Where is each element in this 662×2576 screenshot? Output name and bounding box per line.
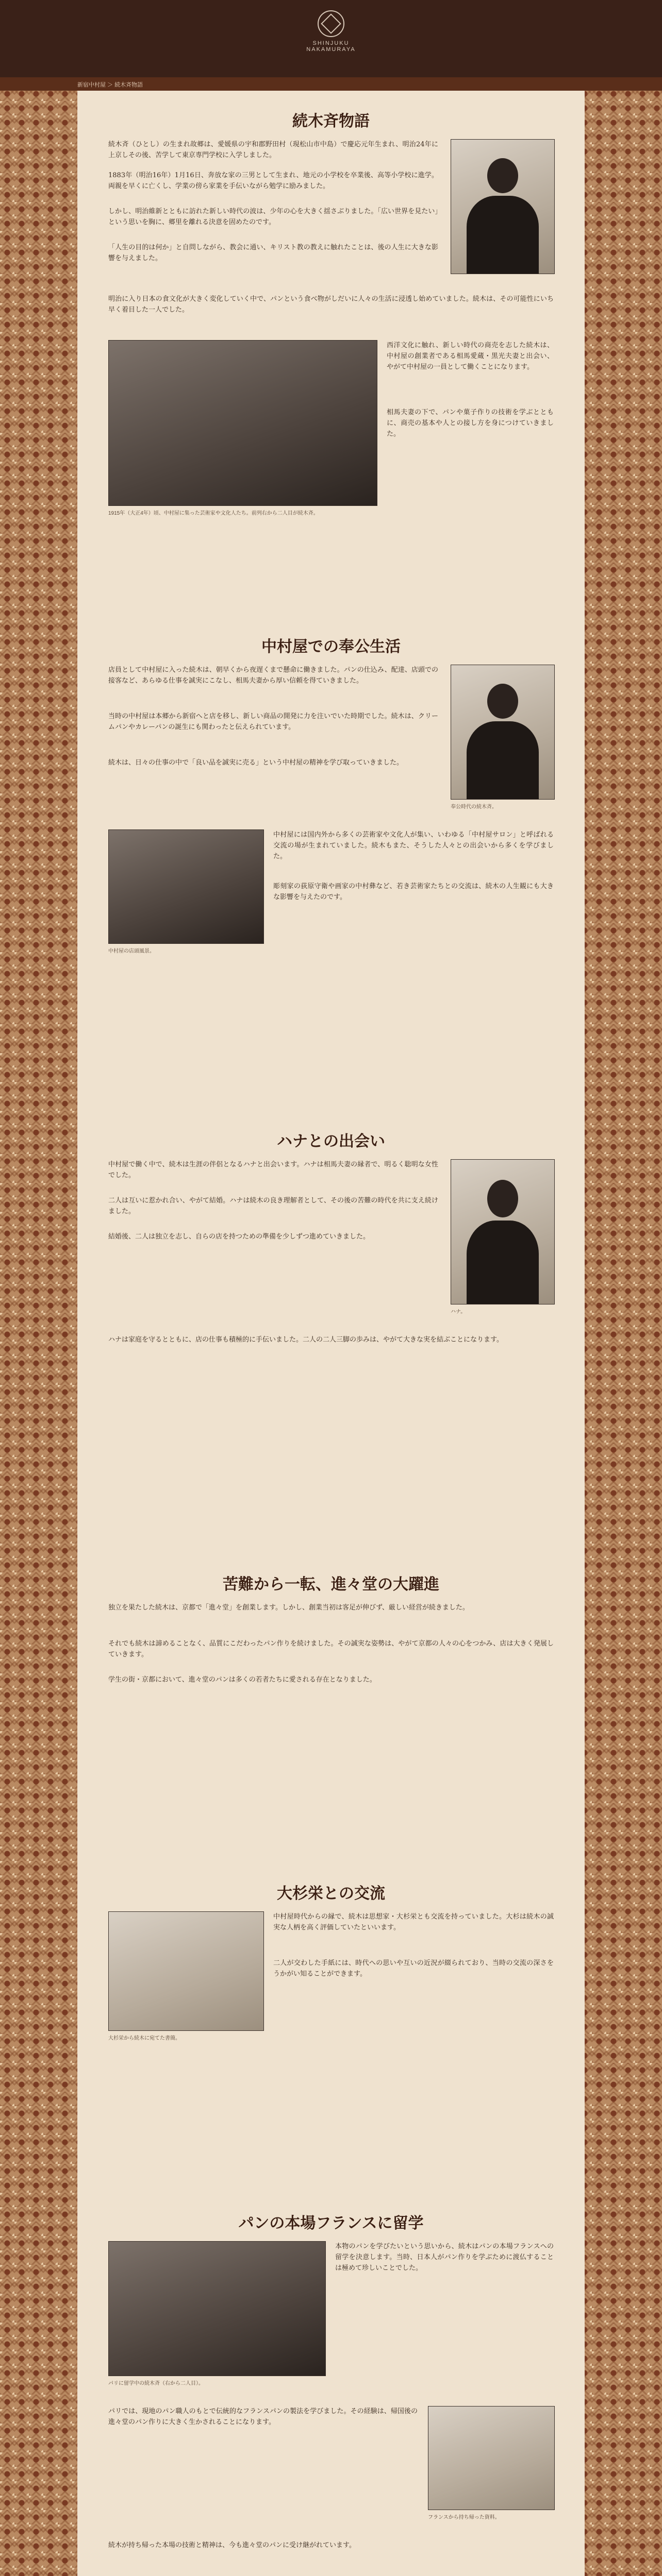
section-title: ハナとの出会い [277, 1132, 385, 1150]
portrait-photo [451, 665, 555, 800]
photo-caption: ハナ。 [451, 1309, 466, 1315]
logo-emblem-icon [318, 10, 344, 37]
group-photo [108, 340, 377, 506]
portrait-photo [451, 1159, 555, 1304]
section-tsuzuki-story [108, 108, 554, 613]
breadcrumb-bar [0, 77, 662, 91]
paragraph: 当時の中村屋は本郷から新宿へと店を移し、新しい商品の開発に力を注いでいた時期でした。続木は、クリームパンやカレーパンの誕生にも関わったと伝えられています。 [108, 713, 438, 731]
paragraph: 続木が持ち帰った本場の技術と精神は、今も進々堂のパンに受け継がれています。 [108, 2541, 356, 2549]
portrait-photo [451, 139, 555, 274]
section-title: 中村屋での奉公生活 [261, 638, 401, 656]
paragraph: 彫刻家の荻原守衛や画家の中村彝など、若き芸術家たちとの交流は、続木の人生観にも大きな影響を与えたのです。 [273, 883, 554, 901]
section-shinshindo-growth [108, 1571, 554, 1860]
paragraph: 学生の街・京都において、進々堂のパンは多くの若者たちに愛される存在となりました。 [108, 1676, 376, 1684]
section-title: 苦難から一転、進々堂の大躍進 [223, 1575, 439, 1594]
site-logo[interactable] [305, 10, 357, 62]
paragraph: 明治に入り日本の食文化が大きく変化していく中で、パンという食べ物がしだいに人々の生活に浸透し始めていました。続木は、その可能性にいち早く着目した一人でした。 [108, 295, 554, 314]
paragraph: それでも続木は諦めることなく、品質にこだわったパン作りを続けました。その誠実な姿勢は、やがて京都の人々の心をつかみ、店は大きく発展していきます。 [108, 1640, 554, 1658]
section-title: パンの本場フランスに留学 [238, 2214, 424, 2232]
paris-group-photo [108, 2241, 326, 2376]
section-france-study [108, 2210, 554, 2576]
paragraph: 独立を果たした続木は、京都で「進々堂」を創業します。しかし、創業当初は客足が伸びず、厳しい経営が続きました。 [108, 1604, 469, 1612]
section-title: 大杉栄との交流 [277, 1885, 385, 1903]
section-apprenticeship [108, 634, 554, 1108]
shop-photo [108, 829, 264, 944]
photo-caption: 1915年（大正4年）頃、中村屋に集った芸術家や文化人たち。前列右から二人目が続木斉。 [108, 511, 319, 516]
paragraph: 1883年（明治16年）1月16日、奔放な家の三男として生まれ、地元の小学校を卒業後、高等小学校に進学。両親を早くに亡くし、学業の傍ら家業を手伝いながら勉学に励みました。 [108, 172, 438, 190]
paragraph: 続木は、日々の仕事の中で「良い品を誠実に売る」という中村屋の精神を学び取っていきました。 [108, 759, 404, 767]
paragraph: 店員として中村屋に入った続木は、朝早くから夜遅くまで懸命に働きました。パンの仕込み、配達、店頭での接客など、あらゆる仕事を誠実にこなし、相馬夫妻から厚い信頼を得ていきました。 [108, 666, 438, 685]
paragraph: ハナは家庭を守るとともに、店の仕事も積極的に手伝いました。二人の二人三脚の歩みは、やがて大きな実を結ぶことになります。 [108, 1336, 503, 1344]
paragraph: 西洋文化に触れ、新しい時代の商売を志した続木は、中村屋の創業者である相馬愛蔵・黒光夫妻と出会い、やがて中村屋の一員として働くことになります。 [387, 342, 554, 371]
paragraph: 中村屋時代からの縁で、続木は思想家・大杉栄とも交流を持っていました。大杉は続木の誠実な人柄を高く評価していたといいます。 [273, 1913, 554, 1931]
section-osugi [108, 1880, 554, 2190]
paragraph: パリでは、現地のパン職人のもとで伝統的なフランスパンの製法を学びました。その経験は、帰国後の進々堂のパン作りに大きく生かされることになります。 [108, 2408, 418, 2426]
photo-caption: パリに留学中の続木斉（右から二人目）。 [108, 2381, 204, 2386]
photo-caption: フランスから持ち帰った資料。 [428, 2515, 500, 2520]
paragraph: 続木斉（ひとし）の生まれ故郷は、愛媛県の宇和郡野田村（現松山市中島）で慶応元年生まれ、明治24年に上京しその後、苦学して東京専門学校に入学しました。 [108, 141, 438, 159]
paragraph: 中村屋には国内外から多くの芸術家や文化人が集い、いわゆる「中村屋サロン」と呼ばれる交流の場が生まれていました。続木もまた、そうした人々との出会いから多くを学びました。 [273, 831, 554, 860]
paragraph: 「人生の目的は何か」と自問しながら、教会に通い、キリスト教の教えに触れたことは、後の人生に大きな影響を与えました。 [108, 244, 438, 262]
logo-text: SHINJUKU NAKAMURAYA [306, 40, 356, 53]
paragraph: 本物のパンを学びたいという思いから、続木はパンの本場フランスへの留学を決意します。当時、日本人がパン作りを学ぶために渡仏することは極めて珍しいことでした。 [335, 2243, 554, 2272]
site-header [0, 0, 662, 77]
photo-caption: 大杉栄から続木に宛てた書簡。 [108, 2036, 180, 2041]
paragraph: 相馬夫妻の下で、パンや菓子作りの技術を学ぶとともに、商売の基本や人との接し方を身につけていきました。 [387, 409, 554, 438]
paragraph: しかし、明治維新とともに訪れた新しい時代の波は、少年の心を大きく揺さぶりました。「広い世界を見たい」という思いを胸に、郷里を離れる決意を固めたのです。 [108, 208, 438, 226]
paragraph: 中村屋で働く中で、続木は生涯の伴侶となるハナと出会います。ハナは相馬夫妻の縁者で、明るく聡明な女性でした。 [108, 1161, 438, 1179]
section-meeting-hana [108, 1128, 554, 1551]
document-photo [428, 2406, 555, 2510]
section-title: 続木斉物語 [292, 112, 370, 130]
breadcrumb[interactable]: 新宿中村屋 ＞ 続木斉物語 [77, 82, 143, 88]
photo-caption: 奉公時代の続木斉。 [451, 804, 497, 810]
letter-photo [108, 1911, 264, 2031]
photo-caption: 中村屋の店頭風景。 [108, 948, 155, 954]
paragraph: 二人は互いに惹かれ合い、やがて結婚。ハナは続木の良き理解者として、その後の苦難の時代を共に支え続けました。 [108, 1197, 438, 1215]
paragraph: 結婚後、二人は独立を志し、自らの店を持つための準備を少しずつ進めていきました。 [108, 1233, 370, 1241]
paragraph: 二人が交わした手紙には、時代への思いや互いの近況が綴られており、当時の交流の深さをうかがい知ることができます。 [273, 1959, 554, 1978]
